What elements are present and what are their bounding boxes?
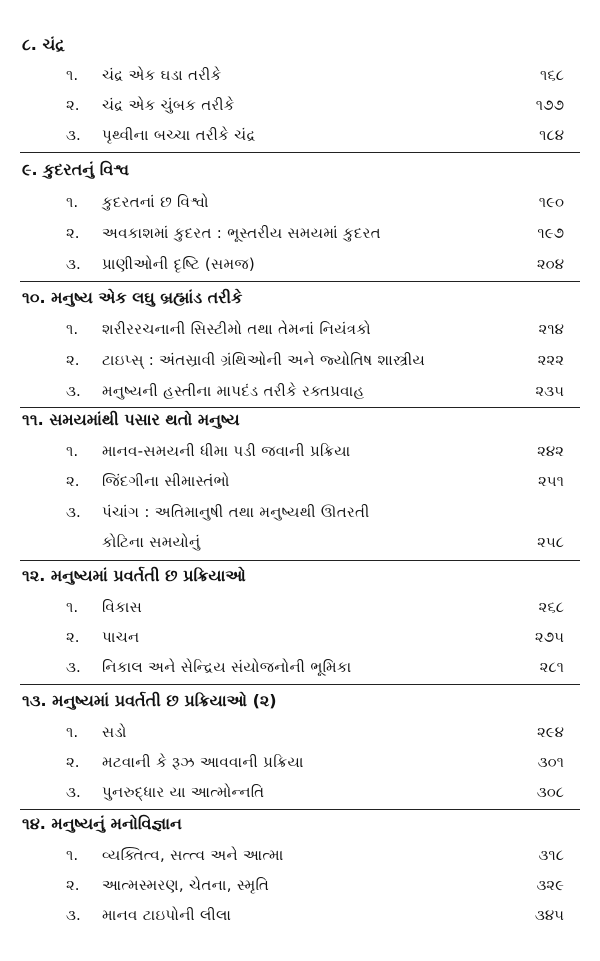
item-number: ૨. <box>66 472 80 490</box>
item-number: ૧. <box>66 846 79 864</box>
toc-item <box>0 60 600 90</box>
item-title: કુદરતનાં છ વિશ્વો <box>102 193 209 211</box>
page-number: ૧૯૭ <box>537 224 564 242</box>
section-divider <box>20 152 580 153</box>
page-number: ૩૨૯ <box>536 876 564 894</box>
item-number: ૨. <box>66 753 80 771</box>
toc-item-continuation <box>0 527 600 557</box>
item-number: ૨. <box>66 351 80 369</box>
item-number: ૩. <box>66 783 81 801</box>
page-number: ૨૭૫ <box>534 628 564 646</box>
item-number: ૧. <box>66 598 79 616</box>
toc-item <box>0 90 600 120</box>
item-number: ૩. <box>66 126 81 144</box>
toc-item <box>0 840 600 870</box>
item-title: નિકાલ અને સેન્દ્રિય સંયોજનોની ભૂમિકા <box>102 658 352 676</box>
item-title: શરીરરચનાની સિસ્ટીમો તથા તેમનાં નિયંત્રકો <box>102 320 371 338</box>
item-title: પૃથ્વીના બચ્ચા તરીકે ચંદ્ર <box>102 126 256 144</box>
item-title: પ્રાણીઓની દૃષ્ટિ (સમજ) <box>102 255 256 273</box>
item-title: અવકાશમાં કુદરત : ભૂસ્તરીય સમયમાં કુદરત <box>102 224 381 242</box>
section-divider <box>20 281 580 282</box>
toc-item <box>0 777 600 807</box>
toc-item <box>0 120 600 150</box>
toc-item <box>0 717 600 747</box>
chapter-heading <box>0 155 600 185</box>
item-title: જિંદગીના સીમાસ્તંભો <box>102 472 230 490</box>
item-title: પાચન <box>102 628 140 646</box>
item-title: માનવ ટાઇપોની લીલા <box>102 906 232 924</box>
toc-item <box>0 249 600 279</box>
item-number: ૧. <box>66 66 79 84</box>
item-number: ૩. <box>66 658 81 676</box>
toc-item <box>0 314 600 344</box>
item-title: પંચાંગ : અતિમાનુષી તથા મનુષ્યથી ઊતરતી <box>102 503 370 521</box>
item-title: મટવાની કે રૂઝ આવવાની પ્રક્રિયા <box>102 753 304 771</box>
chapter-title: ૯. કુદરતનું વિશ્વ <box>22 160 129 179</box>
page-number: ૨૫૮ <box>537 533 564 551</box>
page-number: ૨૯૪ <box>537 723 564 741</box>
page-number: ૨૧૪ <box>538 320 564 338</box>
item-title: મનુષ્યની હસ્તીના માપદંડ તરીકે રક્તપ્રવાહ <box>102 382 365 400</box>
chapter-title: ૧૪. મનુષ્યનું મનોવિજ્ઞાન <box>22 814 182 833</box>
page-number: ૨૬૮ <box>538 598 564 616</box>
page-number: ૨૨૨ <box>537 351 564 369</box>
toc-item <box>0 592 600 622</box>
item-number: ૩. <box>66 382 81 400</box>
toc-item <box>0 376 600 406</box>
toc-item <box>0 652 600 682</box>
page-number: ૨૮૧ <box>539 658 564 676</box>
item-title: પુનરુદ્ધાર યા આત્મોન્નતિ <box>102 783 265 801</box>
page-number: ૨૪૨ <box>537 442 564 460</box>
toc-item <box>0 747 600 777</box>
page-number: ૧૮૪ <box>539 126 564 144</box>
page-number: ૨૩૫ <box>535 382 564 400</box>
chapter-title: ૮. ચંદ્ર <box>22 35 65 54</box>
chapter-title: ૧૦. મનુષ્ય એક લઘુ બ્રહ્માંડ તરીકે <box>22 288 243 307</box>
toc-item <box>0 218 600 248</box>
item-title: ટાઇપ્સ્ : અંતસ્રાવી ગ્રંથિઓની અને જ્યોતિષ શાસ્ત્રીય <box>102 351 426 369</box>
chapter-heading <box>0 561 600 591</box>
section-divider <box>20 684 580 685</box>
item-title: સડો <box>102 723 127 741</box>
item-number: ૧. <box>66 320 79 338</box>
chapter-title: ૧૨. મનુષ્યમાં પ્રવર્તતી છ પ્રક્રિયાઓ <box>22 566 246 585</box>
item-title: ચંદ્ર એક ચુંબક તરીકે <box>102 96 235 114</box>
toc-item <box>0 870 600 900</box>
page-number: ૨૫૧ <box>537 472 564 490</box>
toc-item <box>0 436 600 466</box>
item-title: આત્મસ્મરણ, ચેતના, સ્મૃતિ <box>102 876 270 894</box>
page-number: ૩૦૮ <box>536 783 564 801</box>
chapter-title: ૧૩. મનુષ્યમાં પ્રવર્તતી છ પ્રક્રિયાઓ (૨) <box>22 691 277 710</box>
toc-item <box>0 187 600 217</box>
chapter-heading <box>0 686 600 716</box>
page-number: ૩૦૧ <box>537 753 564 771</box>
item-number: ૩. <box>66 906 81 924</box>
toc-item <box>0 345 600 375</box>
item-number: ૨. <box>66 224 80 242</box>
item-number: ૩. <box>66 503 81 521</box>
chapter-heading <box>0 405 600 435</box>
toc-item <box>0 622 600 652</box>
item-title: ચંદ્ર એક ઘડા તરીકે <box>102 66 222 84</box>
item-number: ૨. <box>66 628 80 646</box>
item-title: વિકાસ <box>102 598 143 616</box>
item-title: માનવ-સમયની ધીમા પડી જવાની પ્રક્રિયા <box>102 442 351 460</box>
page-number: ૨૦૪ <box>536 255 564 273</box>
page-number: ૩૧૮ <box>538 846 564 864</box>
item-number: ૨. <box>66 876 80 894</box>
chapter-heading <box>0 809 600 839</box>
item-title: કોટિના સમયોનું <box>102 533 201 551</box>
item-number: ૨. <box>66 96 80 114</box>
page-number: ૩૪૫ <box>534 906 564 924</box>
chapter-title: ૧૧. સમયમાંથી પસાર થતો મનુષ્ય <box>22 410 240 429</box>
item-number: ૩. <box>66 255 81 273</box>
item-number: ૧. <box>66 723 79 741</box>
item-number: ૧. <box>66 442 79 460</box>
item-number: ૧. <box>66 193 79 211</box>
page-number: ૧૭૭ <box>535 96 564 114</box>
toc-item <box>0 900 600 930</box>
page-number: ૧૯૦ <box>538 193 564 211</box>
page-number: ૧૬૮ <box>539 66 564 84</box>
toc-item <box>0 497 600 527</box>
chapter-heading <box>0 30 600 60</box>
toc-item <box>0 466 600 496</box>
item-title: વ્યક્તિત્વ, સત્ત્વ અને આત્મા <box>102 846 284 864</box>
chapter-heading <box>0 283 600 313</box>
